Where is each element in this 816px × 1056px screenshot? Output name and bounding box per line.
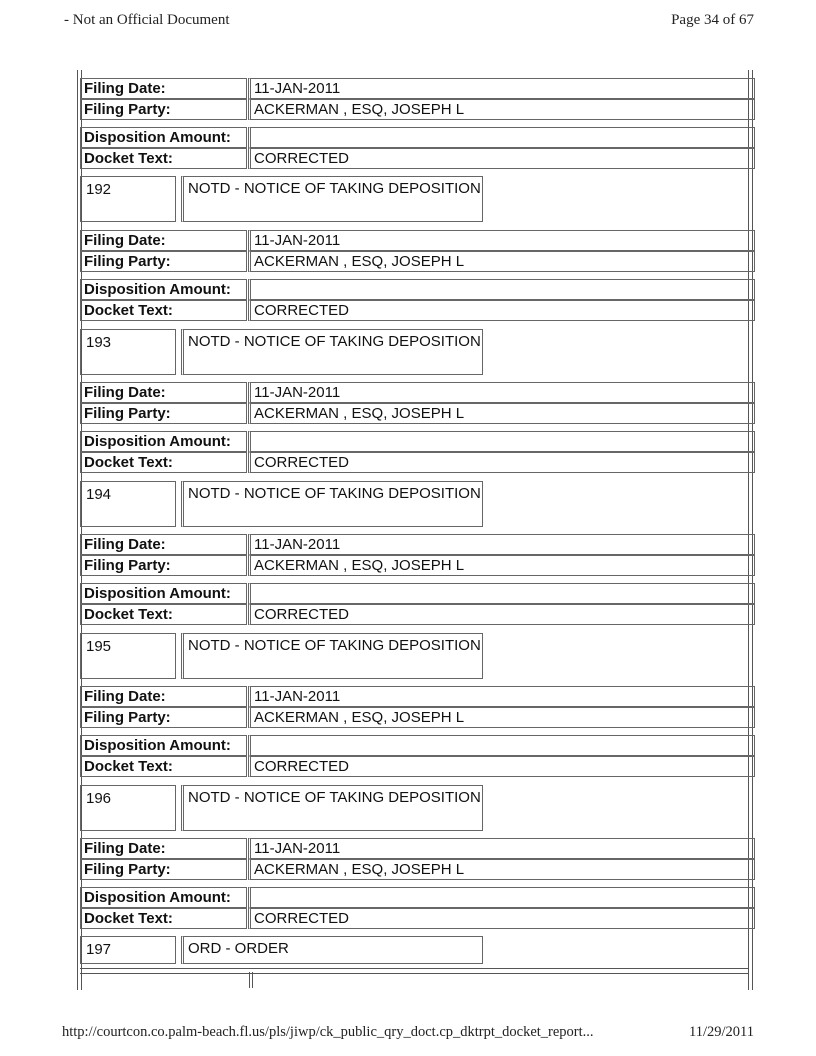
- filing-date-value: 11-JAN-2011: [248, 382, 755, 403]
- disposition-amount-value: [248, 735, 755, 756]
- docket-entry-number: 193: [80, 329, 176, 375]
- disposition-amount-label: Disposition Amount:: [80, 431, 247, 452]
- filing-party-value: ACKERMAN , ESQ, JOSEPH L: [248, 403, 755, 424]
- filing-date-label: Filing Date:: [80, 78, 247, 99]
- filing-date-label: Filing Date:: [80, 382, 247, 403]
- docket-text-value: CORRECTED: [248, 148, 755, 169]
- disposition-amount-value: [248, 887, 755, 908]
- docket-text-value: CORRECTED: [248, 300, 755, 321]
- docket-text-value: CORRECTED: [248, 756, 755, 777]
- disposition-amount-label: Disposition Amount:: [80, 127, 247, 148]
- docket-text-label: Docket Text:: [80, 300, 247, 321]
- docket-entry-description: ORD - ORDER: [181, 936, 483, 964]
- filing-party-value: ACKERMAN , ESQ, JOSEPH L: [248, 859, 755, 880]
- disposition-amount-label: Disposition Amount:: [80, 887, 247, 908]
- filing-date-label: Filing Date:: [80, 534, 247, 555]
- docket-entry-number: 192: [80, 176, 176, 222]
- docket-text-label: Docket Text:: [80, 148, 247, 169]
- filing-party-value: ACKERMAN , ESQ, JOSEPH L: [248, 99, 755, 120]
- docket-entry-number: 196: [80, 785, 176, 831]
- filing-date-value: 11-JAN-2011: [248, 78, 755, 99]
- footer-url: http://courtcon.co.palm-beach.fl.us/pls/jiwp/ck_public_qry_doct.cp_dktrpt_docket_report...: [62, 1024, 594, 1040]
- docket-text-label: Docket Text:: [80, 756, 247, 777]
- disposition-amount-value: [248, 127, 755, 148]
- disposition-amount-label: Disposition Amount:: [80, 279, 247, 300]
- filing-date-value: 11-JAN-2011: [248, 838, 755, 859]
- disposition-amount-value: [248, 583, 755, 604]
- filing-date-label: Filing Date:: [80, 838, 247, 859]
- header-disclaimer: - Not an Official Document: [64, 12, 230, 28]
- docket-entry-description: NOTD - NOTICE OF TAKING DEPOSITION: [181, 785, 483, 831]
- filing-party-label: Filing Party:: [80, 99, 247, 120]
- docket-entry-number: 197: [80, 936, 176, 964]
- disposition-amount-value: [248, 431, 755, 452]
- filing-party-label: Filing Party:: [80, 555, 247, 576]
- docket-entry-number: 195: [80, 633, 176, 679]
- docket-entry-description: NOTD - NOTICE OF TAKING DEPOSITION: [181, 176, 483, 222]
- filing-party-label: Filing Party:: [80, 859, 247, 880]
- docket-text-value: CORRECTED: [248, 604, 755, 625]
- filing-date-label: Filing Date:: [80, 230, 247, 251]
- docket-entry-description: NOTD - NOTICE OF TAKING DEPOSITION: [181, 329, 483, 375]
- footer-date: 11/29/2011: [689, 1024, 754, 1040]
- filing-party-label: Filing Party:: [80, 403, 247, 424]
- disposition-amount-value: [248, 279, 755, 300]
- filing-party-value: ACKERMAN , ESQ, JOSEPH L: [248, 555, 755, 576]
- docket-text-label: Docket Text:: [80, 452, 247, 473]
- docket-text-value: CORRECTED: [248, 452, 755, 473]
- docket-entry-description: NOTD - NOTICE OF TAKING DEPOSITION: [181, 633, 483, 679]
- filing-party-label: Filing Party:: [80, 707, 247, 728]
- docket-text-value: CORRECTED: [248, 908, 755, 929]
- docket-entry-description: NOTD - NOTICE OF TAKING DEPOSITION: [181, 481, 483, 527]
- filing-date-value: 11-JAN-2011: [248, 686, 755, 707]
- filing-date-value: 11-JAN-2011: [248, 534, 755, 555]
- docket-text-label: Docket Text:: [80, 604, 247, 625]
- filing-party-label: Filing Party:: [80, 251, 247, 272]
- filing-party-value: ACKERMAN , ESQ, JOSEPH L: [248, 251, 755, 272]
- filing-date-value: 11-JAN-2011: [248, 230, 755, 251]
- docket-text-label: Docket Text:: [80, 908, 247, 929]
- table-bottom-border: [80, 968, 748, 974]
- disposition-amount-label: Disposition Amount:: [80, 583, 247, 604]
- page-number: Page 34 of 67: [671, 12, 754, 28]
- filing-party-value: ACKERMAN , ESQ, JOSEPH L: [248, 707, 755, 728]
- filing-date-label: Filing Date:: [80, 686, 247, 707]
- docket-entry-number: 194: [80, 481, 176, 527]
- disposition-amount-label: Disposition Amount:: [80, 735, 247, 756]
- table-bottom-divider: [249, 972, 253, 988]
